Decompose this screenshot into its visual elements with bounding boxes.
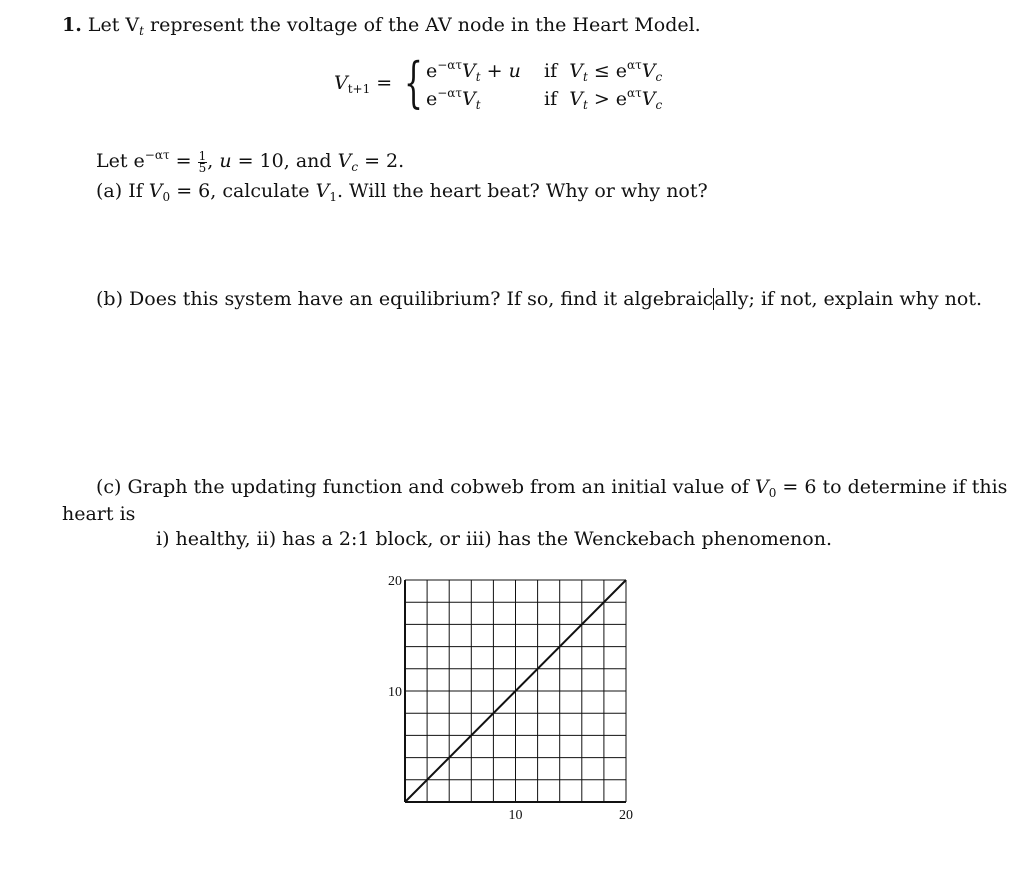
- fraction: $\frac{1}{5}$: [198, 148, 207, 175]
- part-c-options: i) healthy, ii) has a 2:1 block, or iii) has the Wenckebach phenomenon.: [156, 528, 832, 550]
- axis-labels: [388, 574, 633, 823]
- part-a-question: (a) If $V_0 = 6$, calculate $V_1$. Will the heart beat? Why or why not?: [96, 180, 708, 204]
- y-tick-label: 10: [388, 685, 402, 700]
- equation-case-1: $e^{-\alpha\tau}V_t + u$: [426, 58, 521, 84]
- equation-case-1-condition: if $V_t \le e^{\alpha\tau}V_c$: [544, 58, 663, 84]
- part-c-question: (c) Graph the updating function and cobweb from an initial value of $V_0 = 6$ to determine if this: [96, 476, 1008, 500]
- givens-line: Let $e^{-\alpha\tau}$ = $\frac{1}{5}$ , u = 10, and $V_c = 2$.: [96, 148, 405, 175]
- problem-number: 1.: [62, 14, 82, 36]
- equation-case-2: $e^{-\alpha\tau}V_t$: [426, 86, 481, 112]
- equation-brace: {: [404, 51, 423, 114]
- part-b-question: (b) Does this system have an equilibrium? If so, find it algebraically; if not, explain why not.: [96, 288, 983, 310]
- cobweb-graph: [370, 570, 640, 832]
- x-tick-label: 10: [508, 808, 523, 823]
- problem-statement: 1. Let $V_t$ represent the voltage of the AV node in the Heart Model.: [62, 14, 701, 38]
- part-c-continuation: heart is: [62, 503, 136, 525]
- equation-lhs: $V_{t+1}$ =: [334, 72, 393, 96]
- x-tick-label: 20: [619, 808, 633, 823]
- y-tick-label: 20: [388, 574, 402, 589]
- equation-case-2-condition: if $V_t > e^{\alpha\tau}V_c$: [544, 86, 663, 112]
